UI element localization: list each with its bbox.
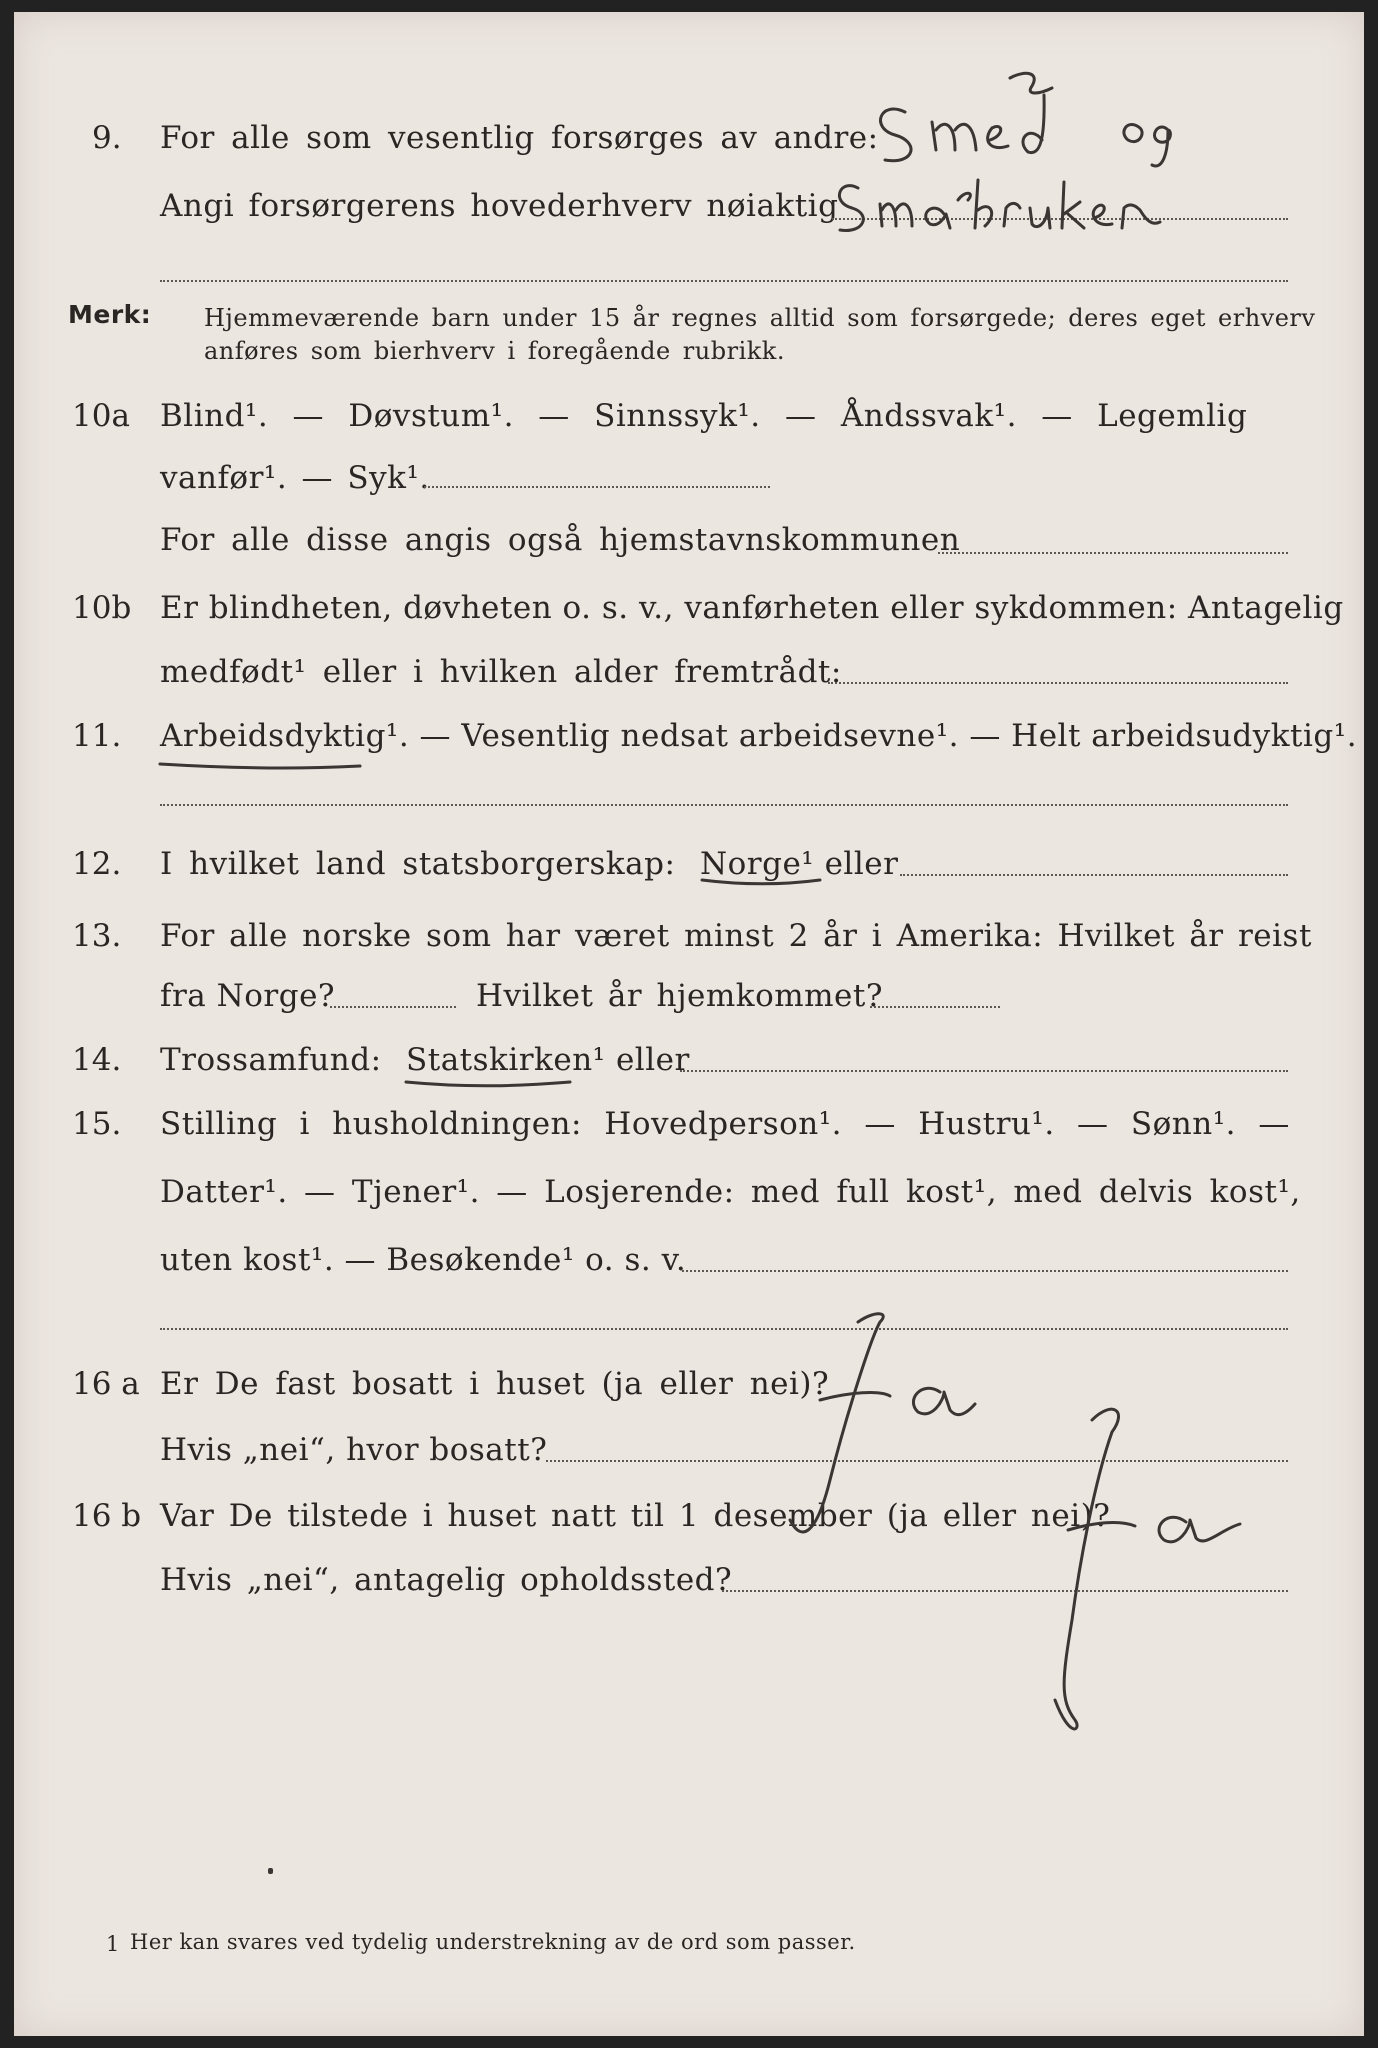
q16b-line2: Hvis „nei“, antagelig opholdssted? [160,1562,733,1598]
q10b-line2: medfødt¹ eller i hvilken alder fremtrådt: [160,654,842,690]
q15-number: 15. [72,1106,122,1142]
q13-line2b: Hvilket år hjemkommet? [476,978,883,1014]
q12-line1: I hvilket land statsborgerskap: [160,846,676,882]
q10a-line3: For alle disse angis også hjemstavnskommunen [160,522,961,558]
q16a-line1: Er De fast bosatt i huset (ja eller nei)? [160,1366,830,1402]
q10b-number: 10b [72,590,132,626]
q9-number: 9. [92,120,122,156]
footnote-text: Her kan svares ved tydelig understrekning av de ord som passer. [130,1930,856,1954]
q16a-line2: Hvis „nei“, hvor bosatt? [160,1432,548,1468]
merk-line2: anføres som bierhverv i foregående rubrikk. [204,337,785,365]
q15-line2: Datter¹. — Tjener¹. — Losjerende: med full kost¹, med delvis kost¹, [160,1174,1301,1210]
q13-number: 13. [72,918,122,954]
q16a-number: 16 a [72,1366,140,1402]
q14-value: Statskirken¹ eller [406,1042,690,1078]
q16b-line1: Var De tilstede i huset natt til 1 desember (ja eller nei)? [160,1498,1111,1534]
underline-statskirken [406,1082,570,1086]
q13-line2a: fra Norge? [160,978,336,1014]
handwritten-ja-16a [790,1314,975,1532]
handwritten-smabruker [839,180,1160,231]
footnote-mark: 1 [106,1932,120,1956]
underline-arbeidsdyktig [160,764,360,768]
handwritten-ja-16b [1055,1409,1240,1729]
q10a-number: 10a [72,398,130,434]
q15-line3: uten kost¹. — Besøkende¹ o. s. v. [160,1242,687,1278]
q14-label: Trossamfund: [160,1042,382,1078]
q12-number: 12. [72,846,122,882]
q10b-line1: Er blindheten, døvheten o. s. v., vanførheten eller sykdommen: Antagelig [160,590,1344,626]
q9-line1: For alle som vesentlig forsørges av andre: [160,120,879,156]
merk-line1: Hjemmeværende barn under 15 år regnes alltid som forsørgede; deres eget erhverv [204,304,1316,332]
q13-line1: For alle norske som har været minst 2 år i Amerika: Hvilket år reist [160,918,1312,954]
q10a-line2: vanfør¹. — Syk¹. [160,460,430,496]
q9-line2: Angi forsørgerens hovederhverv nøiaktig [160,188,839,224]
q10a-line1: Blind¹. — Døvstum¹. — Sinnssyk¹. — Åndssvak¹. — Legemlig [160,398,1248,434]
q16b-number: 16 b [72,1498,142,1534]
q12-norge: Norge¹ eller [700,846,899,882]
q15-line1: Stilling i husholdningen: Hovedperson¹. — Hustru¹. — Sønn¹. — [160,1106,1290,1142]
q11-line1: Arbeidsdyktig¹. — Vesentlig nedsat arbeidsevne¹. — Helt arbeidsudyktig¹. [160,718,1358,754]
merk-label: Merk: [68,300,152,329]
q14-number: 14. [72,1042,122,1078]
underline-norge [702,880,820,884]
handwritten-smed-og [881,73,1171,166]
q11-number: 11. [72,718,122,754]
